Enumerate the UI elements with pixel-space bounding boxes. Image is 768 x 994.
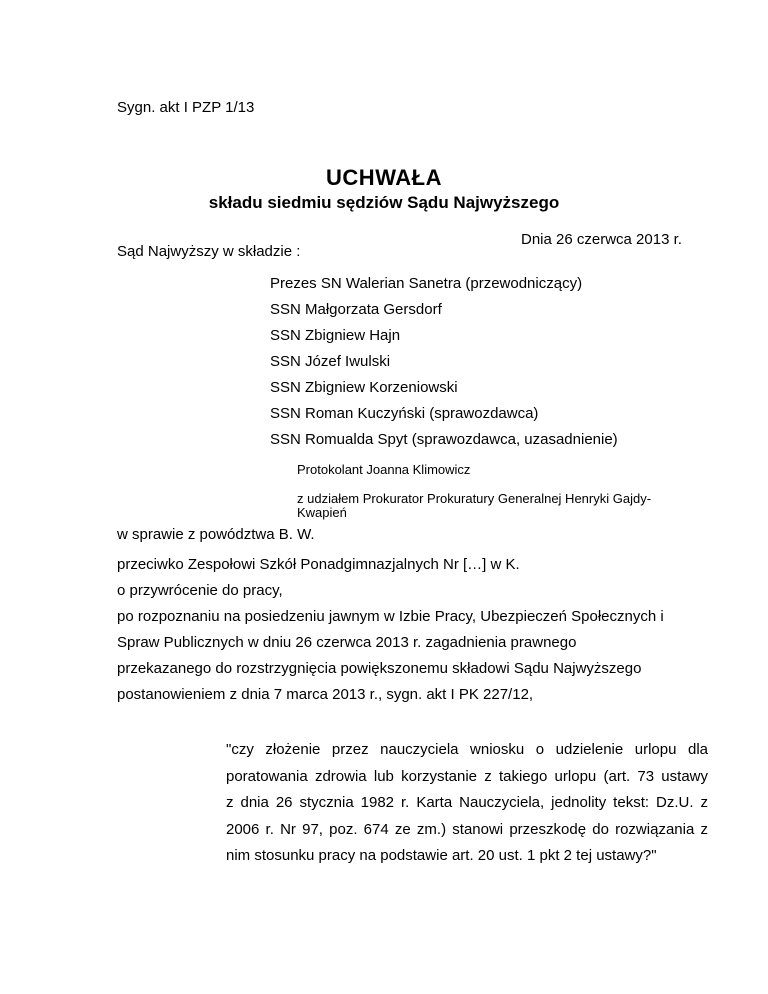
legal-question [226, 737, 708, 870]
body-line: w sprawie z powództwa B. W. [117, 526, 315, 543]
judge-item: SSN Zbigniew Hajn [270, 327, 401, 344]
body-line: postanowieniem z dnia 7 marca 2013 r., sygn. akt I PK 227/12, [117, 686, 534, 703]
prosecutor-line: Kwapień [297, 505, 347, 520]
question-line: "czy złożenie przez nauczyciela wniosku o udzielenie urlopu dla [226, 741, 708, 758]
body-line: po rozpoznaniu na posiedzeniu jawnym w Izbie Pracy, Ubezpieczeń Społecznych i [117, 608, 664, 625]
judge-item: SSN Roman Kuczyński (sprawozdawca) [270, 405, 539, 422]
judge-item: SSN Józef Iwulski [270, 353, 391, 370]
question-line: 2006 r. Nr 97, poz. 674 ze zm.) stanowi przeszkodę do rozwiązania z [226, 820, 708, 838]
resolution-date: Dnia 26 czerwca 2013 r. [521, 231, 682, 248]
question-line: z dnia 26 stycznia 1982 r. Karta Nauczyciela, jednolity tekst: Dz.U. z [226, 794, 708, 811]
case-signature: Sygn. akt I PZP 1/13 [117, 99, 255, 116]
prosecutor-line: z udziałem Prokurator Prokuratury Generalnej Henryki Gajdy- [297, 491, 652, 506]
body-line: o przywrócenie do pracy, [117, 582, 283, 599]
protocol-clerk: Protokolant Joanna Klimowicz [297, 462, 471, 477]
document-subtitle: składu siedmiu sędziów Sądu Najwyższego [208, 193, 560, 212]
document-title: UCHWAŁA [326, 165, 442, 190]
court-intro: Sąd Najwyższy w składzie : [117, 243, 301, 260]
body-line: Spraw Publicznych w dniu 26 czerwca 2013 r. zagadnienia prawnego [117, 634, 577, 651]
question-line: nim stosunku pracy na podstawie art. 20 ust. 1 pkt 2 tej ustawy?" [226, 847, 657, 864]
body-line: przeciwko Zespołowi Szkół Ponadgimnazjalnych Nr […] w K. [117, 556, 520, 573]
judge-item: SSN Małgorzata Gersdorf [270, 301, 442, 318]
body-line: przekazanego do rozstrzygnięcia powiększonemu składowi Sądu Najwyższego [117, 660, 642, 677]
judge-item: SSN Romualda Spyt (sprawozdawca, uzasadnienie) [270, 431, 618, 448]
question-line: poratowania zdrowia lub korzystanie z takiego urlopu (art. 73 ustawy [226, 767, 708, 785]
judge-item: Prezes SN Walerian Sanetra (przewodniczący) [270, 275, 583, 292]
judge-item: SSN Zbigniew Korzeniowski [270, 379, 458, 396]
